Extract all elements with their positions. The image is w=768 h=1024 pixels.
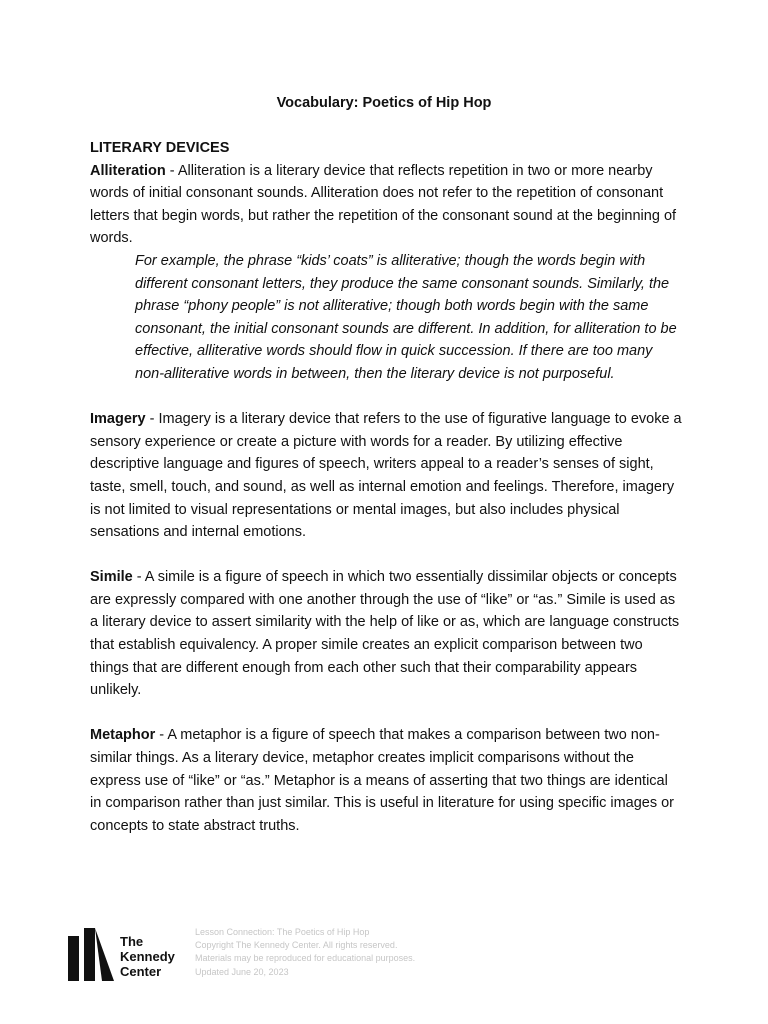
definition-imagery: - Imagery is a literary device that refers to the use of figurative language to evoke a sensory experience or create a picture with words for a reader. By utilizing effective descriptive language and figures of speech, writers appeal to a reader’s senses of sight, taste, smell, touch, and sound, as well as internal emotion and feelings. Therefore, imagery is not limited to visual representations or mental images, but also includes physical sensations and internal emotions. [90, 411, 682, 541]
footer-updated-date: Updated June 20, 2023 [195, 966, 289, 977]
entry-alliteration [90, 160, 682, 250]
entry-imagery [90, 408, 682, 544]
term-alliteration: Alliteration [90, 162, 166, 179]
paragraph-gap [90, 544, 682, 567]
definition-simile: - A simile is a figure of speech in which two essentially dissimilar objects or concepts are expressly compared with one another through the use of “like” or “as.” Simile is used as a literary device to assert similarity with the help of like or as, which are language constructs that establish equivalency. A proper simile creates an explicit comparison between two things that are different enough from each other such that their comparability appears unlikely. [90, 569, 680, 699]
definition-metaphor: - A metaphor is a figure of speech that makes a comparison between two non-similar things. As a literary device, metaphor creates implicit comparisons without the express use of “like” or “as.” Metaphor is a means of asserting that two things are identical in comparison rather than just similar. This is useful in literature for using specific images or concepts to state abstract truths. [90, 727, 675, 834]
footer-lesson-connection: Lesson Connection: The Poetics of Hip Hop [195, 927, 370, 937]
term-simile: Simile [90, 569, 133, 586]
logo-line-center: Center [120, 964, 162, 979]
term-metaphor: Metaphor [90, 727, 156, 744]
paragraph-gap [90, 386, 682, 409]
logo-line-the: The [120, 934, 144, 949]
entry-metaphor [90, 724, 682, 837]
term-imagery: Imagery [90, 411, 146, 428]
definition-alliteration: - Alliteration is a literary device that reflects repetition in two or more nearby words of initial consonant sounds. Alliteration does not refer to the repetition of consonant letters that begin words, but rather the repetition of the consonant sound at the beginning of words. [90, 162, 677, 247]
kennedy-center-logo [68, 928, 188, 984]
kennedy-center-logo-icon [68, 928, 114, 981]
footer-reproduction-note: Materials may be reproduced for educational purposes. [195, 953, 416, 964]
section-heading: LITERARY DEVICES [90, 140, 230, 156]
footer-copyright: Copyright The Kennedy Center. All rights reserved. [195, 940, 398, 951]
page-footer [68, 926, 708, 986]
document-title: Vocabulary: Poetics of Hip Hop [276, 95, 492, 111]
document-body [90, 137, 682, 837]
example-alliteration: For example, the phrase “kids’ coats” is alliterative; though the words begin with different consonant letters, they produce the same consonant sounds. Similarly, the phrase “phony people” is not alliterative; though both words begin with the same consonant, the initial consonant sounds are different. In addition, for alliteration to be effective, alliterative words should flow in quick succession. If there are too many non-alliterative words in between, then the literary device is not purposeful. [135, 252, 677, 382]
paragraph-gap [90, 702, 682, 725]
logo-line-kennedy: Kennedy [120, 949, 175, 964]
entry-simile [90, 566, 682, 702]
logo-wordmark [120, 934, 175, 979]
footer-note [195, 926, 415, 979]
